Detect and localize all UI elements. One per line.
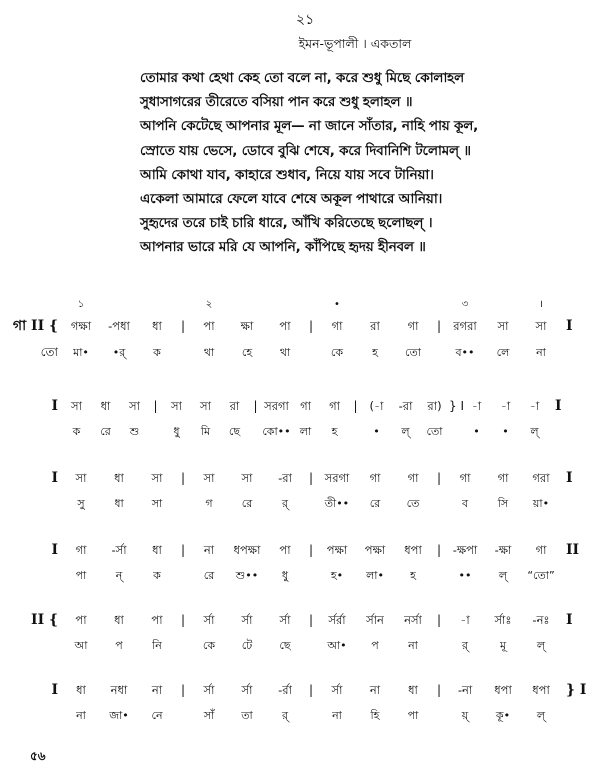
row-suffix: I bbox=[566, 470, 573, 486]
swara-note: গক্ষা bbox=[70, 319, 92, 333]
lyric-syllable: •• bbox=[458, 569, 472, 582]
swara-note: ধপা bbox=[404, 543, 422, 557]
swara-note: -নঃ bbox=[532, 613, 550, 627]
notation-row bbox=[0, 542, 600, 586]
lyric-syllable: • bbox=[373, 425, 380, 438]
swara-note: সা bbox=[71, 399, 82, 413]
swara-note: পা bbox=[203, 319, 215, 333]
beat-mark: • bbox=[334, 299, 340, 310]
swara-note: গা bbox=[75, 543, 87, 557]
beat-mark: । bbox=[539, 299, 543, 310]
lyric-syllable: থা bbox=[203, 346, 215, 359]
poem-line: তোমার কথা হেথা কেহ তো বলে না, করে শুধু মিছে কোলাহল bbox=[140, 70, 464, 86]
lyric-syllable: সাঁ bbox=[203, 709, 215, 722]
swara-note: পা bbox=[75, 613, 87, 627]
lyric-syllable: হ bbox=[372, 346, 378, 359]
swara-note: ধা bbox=[100, 399, 111, 413]
swara-note: পা bbox=[279, 543, 291, 557]
lyric-line bbox=[0, 344, 600, 364]
lyric-syllable: ধু bbox=[173, 425, 180, 438]
lyric-syllable: ক bbox=[153, 569, 161, 582]
swara-note: গা bbox=[497, 471, 509, 485]
lyric-syllable: তে bbox=[406, 497, 420, 510]
bar-divider: | bbox=[308, 683, 314, 697]
bar-divider: | bbox=[308, 613, 314, 627]
notation-row bbox=[0, 470, 600, 514]
lyric-syllable: সি bbox=[497, 497, 509, 510]
swara-note: রা bbox=[229, 399, 240, 413]
bar-divider: | bbox=[308, 319, 314, 333]
swara-note: সা bbox=[535, 319, 547, 333]
poem-line: আপনি কেটেছে আপনার মূল— না জানে সাঁতার, নাহি পায় কূল, bbox=[140, 118, 479, 135]
lyric-syllable: ল্ bbox=[536, 639, 546, 652]
swara-note: পা bbox=[151, 613, 163, 627]
lyric-syllable: পা bbox=[75, 569, 87, 582]
lyric-syllable: ধা bbox=[114, 497, 124, 510]
lyric-line bbox=[0, 423, 600, 442]
poem-line: স্রোতে যায় ভেসে, ডোবে বুঝি শেষে, করে দিবানিশি টলোমল্ ॥ bbox=[140, 142, 471, 159]
swara-note: র্সা bbox=[203, 683, 215, 697]
swara-note: র্সান bbox=[366, 613, 384, 627]
swara-line bbox=[0, 470, 600, 489]
lyric-line bbox=[0, 567, 600, 586]
bar-divider: | bbox=[180, 683, 186, 697]
lyric-syllable: ক bbox=[72, 425, 81, 438]
swara-note: গা bbox=[331, 319, 343, 333]
poem-line: আমি কোথা যাব, কাহারে শুধাব, নিয়ে যায় সবে টানিয়া। bbox=[140, 166, 434, 183]
swara-note: না bbox=[203, 543, 215, 557]
lyric-syllable: তো bbox=[405, 346, 421, 359]
bar-divider: | bbox=[353, 399, 358, 413]
beat-mark: ১ bbox=[77, 299, 85, 310]
lyric-syllable: কে bbox=[330, 346, 344, 359]
swara-note: পা bbox=[279, 319, 291, 333]
lyric-syllable: র্ bbox=[461, 639, 469, 652]
lyric-syllable: জা• bbox=[109, 709, 129, 722]
swara-note: গা bbox=[407, 471, 419, 485]
swara-note: রা bbox=[370, 319, 380, 333]
swara-note: -পধা bbox=[108, 319, 130, 333]
poem-line: সুহৃদের তরে চাই চারি ধারে, আঁখি করিতেছে ছলোছল্ । bbox=[140, 215, 433, 232]
poem-lyrics bbox=[140, 66, 478, 260]
swara-note: ক্ষা bbox=[240, 319, 254, 333]
swara-note: -রা bbox=[278, 471, 292, 485]
row-prefix bbox=[0, 470, 62, 486]
lyric-syllable: লা bbox=[299, 425, 312, 438]
swara-note: গরা bbox=[532, 471, 550, 485]
lyric-syllable: হ bbox=[410, 569, 416, 582]
page-number-top: ২১ bbox=[296, 12, 315, 28]
lyric-syllable: কে bbox=[202, 639, 216, 652]
lyric-syllable: আ• bbox=[327, 639, 347, 652]
lyric-syllable: মি bbox=[200, 425, 211, 438]
lyric-syllable: নে bbox=[151, 709, 163, 722]
swara-line bbox=[0, 612, 600, 631]
bar-divider: | bbox=[253, 399, 258, 413]
lyric-syllable: প bbox=[115, 639, 123, 652]
swara-note: গা bbox=[535, 543, 547, 557]
row-prefix bbox=[0, 542, 62, 558]
lyric-syllable: র্ bbox=[281, 709, 289, 722]
swara-note: গা bbox=[407, 319, 419, 333]
lyric-syllable: তা bbox=[241, 709, 253, 722]
page-number-bottom: ৫৬ bbox=[30, 749, 46, 763]
lyric-syllable: • bbox=[502, 425, 509, 438]
lyric-syllable: ছে bbox=[279, 639, 291, 652]
lyric-syllable: ন্ bbox=[115, 569, 123, 582]
lyric-syllable: সু bbox=[77, 497, 85, 510]
beat-mark: ২ bbox=[205, 299, 213, 310]
swara-note: সা bbox=[171, 399, 182, 413]
lyric-syllable: হ• bbox=[330, 569, 344, 582]
swara-note: র্সা bbox=[241, 683, 253, 697]
swara-note: না bbox=[369, 683, 381, 697]
lyric-syllable: আ bbox=[74, 639, 88, 652]
lyric-syllable: থা bbox=[279, 346, 291, 359]
lyric-syllable: রে bbox=[241, 497, 253, 510]
lyric-syllable: রে bbox=[369, 497, 381, 510]
swara-line bbox=[0, 314, 600, 338]
bar-divider: | bbox=[436, 543, 442, 557]
swara-note: -ক্ষা bbox=[494, 543, 512, 557]
lyric-syllable: ছে bbox=[228, 425, 241, 438]
swara-note: -ক্ষপা bbox=[452, 543, 478, 557]
bar-divider: | bbox=[180, 613, 186, 627]
swara-note: র্সা bbox=[203, 613, 215, 627]
lyric-syllable: লা• bbox=[366, 569, 384, 582]
swara-note: ধা bbox=[152, 543, 162, 557]
lyric-syllable: রে bbox=[100, 425, 111, 438]
swara-note: গা bbox=[300, 399, 311, 413]
swara-line bbox=[0, 682, 600, 701]
lyric-syllable: প bbox=[371, 639, 379, 652]
lyric-line bbox=[0, 637, 600, 656]
swara-note: নর্সা bbox=[404, 613, 422, 627]
notation-row bbox=[0, 612, 600, 656]
swara-note: না bbox=[151, 683, 163, 697]
lyric-syllable: ক bbox=[153, 346, 161, 359]
swara-note: সা bbox=[497, 319, 509, 333]
lyric-line bbox=[0, 707, 600, 726]
lyric-line bbox=[0, 495, 600, 514]
swara-note: ধা bbox=[408, 683, 418, 697]
notation-row bbox=[0, 398, 600, 442]
row-prefix-symbol: I bbox=[51, 470, 58, 486]
bar-divider: | bbox=[153, 399, 158, 413]
row-prefix bbox=[0, 398, 62, 414]
swara-note: পক্ষা bbox=[326, 543, 348, 557]
lyric-syllable: ল্ bbox=[498, 569, 508, 582]
bar-divider: | bbox=[308, 543, 314, 557]
lyric-syllable: য়া• bbox=[532, 497, 550, 510]
swara-note: ধপা bbox=[532, 683, 550, 697]
poem-line: আপনার ভারে মরি যে আপনি, কাঁপিছে হৃদয় হীনবল ॥ bbox=[140, 239, 426, 256]
notation-row bbox=[0, 682, 600, 726]
lyric-syllable: না bbox=[536, 346, 546, 359]
swara-note: ধা bbox=[76, 683, 86, 697]
lyric-syllable: না bbox=[332, 709, 342, 722]
swara-note: রা) bbox=[427, 399, 442, 413]
lyric-syllable: হি bbox=[370, 709, 380, 722]
swara-note: গা bbox=[459, 471, 471, 485]
row-prefix-symbol: I bbox=[51, 398, 58, 414]
row-prefix bbox=[0, 314, 62, 338]
swara-note: সা bbox=[200, 399, 211, 413]
swara-note: পক্ষা bbox=[364, 543, 386, 557]
lyric-syllable: ধু bbox=[281, 569, 289, 582]
bar-divider: | bbox=[436, 471, 442, 485]
lyric-syllable: পা bbox=[407, 709, 419, 722]
bar-divider: | bbox=[436, 683, 442, 697]
lyric-syllable: ব•• bbox=[455, 346, 475, 359]
poem-line: একেলা আমারে ফেলে যাবে শেষে অকূল পাথারে আনিয়া। bbox=[140, 191, 443, 208]
swara-note: সা bbox=[129, 399, 140, 413]
swara-note: সরগা bbox=[324, 471, 350, 485]
bar-divider: | bbox=[436, 319, 442, 333]
row-prefix-symbol: I bbox=[51, 682, 58, 698]
swara-note: গা bbox=[329, 399, 340, 413]
bar-divider: | bbox=[180, 319, 186, 333]
lyric-prefix: তো bbox=[40, 345, 58, 359]
row-prefix bbox=[0, 612, 62, 628]
lyric-syllable: নি bbox=[152, 639, 162, 652]
swara-note: -া bbox=[471, 399, 482, 413]
lyric-syllable: তো bbox=[426, 425, 443, 438]
swara-note: ধা bbox=[114, 613, 124, 627]
swara-note: ধা bbox=[114, 471, 124, 485]
lyric-syllable: লে bbox=[496, 346, 510, 359]
swara-note: র্সা bbox=[331, 683, 343, 697]
swara-note: রগরা bbox=[453, 319, 477, 333]
swara-note: -র্সা bbox=[111, 543, 127, 557]
lyric-syllable: ল্ bbox=[530, 425, 539, 438]
lyric-syllable: র্ bbox=[281, 497, 289, 510]
lyric-syllable: হ bbox=[331, 425, 338, 438]
swara-note: ধপক্ষা bbox=[233, 543, 261, 557]
lyric-syllable: গ bbox=[205, 497, 213, 510]
lyric-syllable: হে bbox=[241, 346, 253, 359]
bar-divider: | bbox=[436, 613, 442, 627]
row-prefix-symbol: I bbox=[51, 542, 58, 558]
song-heading: ইমন-ভূপালী । একতাল bbox=[298, 36, 412, 51]
lyric-syllable: রে bbox=[203, 569, 215, 582]
bar-divider: | bbox=[180, 543, 186, 557]
swara-note: -র্রা bbox=[278, 683, 292, 697]
lyric-syllable: •র্ bbox=[112, 346, 126, 359]
swara-note: -া bbox=[460, 613, 470, 627]
lyric-syllable: মূ bbox=[499, 639, 507, 652]
lyric-syllable: কূ• bbox=[495, 709, 511, 722]
lyric-syllable: ল্ bbox=[401, 425, 410, 438]
swara-note: সরগা bbox=[264, 399, 289, 413]
row-suffix: } I bbox=[566, 682, 587, 698]
lyric-syllable: “তো” bbox=[527, 569, 555, 582]
swara-note: (-া bbox=[369, 399, 384, 413]
lyric-syllable: • bbox=[473, 425, 480, 438]
swara-note: সা bbox=[241, 471, 253, 485]
swara-note: র্সর্রা bbox=[328, 613, 346, 627]
bar-divider: | bbox=[308, 471, 314, 485]
lyric-syllable: কো•• bbox=[262, 425, 291, 438]
swara-line bbox=[0, 398, 600, 417]
swara-note: সা bbox=[75, 471, 87, 485]
swara-note: -রা bbox=[398, 399, 413, 413]
lyric-syllable: সা bbox=[151, 497, 163, 510]
row-suffix: I bbox=[566, 612, 573, 628]
swara-note: র্সা bbox=[241, 613, 253, 627]
swara-note: সা bbox=[203, 471, 215, 485]
beat-mark: ৩ bbox=[461, 299, 469, 310]
lyric-syllable: ব bbox=[461, 497, 469, 510]
lyric-syllable: তী•• bbox=[324, 497, 350, 510]
row-suffix: I bbox=[555, 398, 562, 414]
row-suffix: I bbox=[566, 318, 573, 334]
swara-note: -া bbox=[529, 399, 540, 413]
swara-note: ধপা bbox=[494, 683, 512, 697]
row-prefix-symbol: II { bbox=[31, 612, 58, 628]
lyric-syllable: টে bbox=[241, 639, 253, 652]
swara-note: র্সা bbox=[279, 613, 291, 627]
notation-row bbox=[0, 296, 600, 364]
swara-note: -না bbox=[457, 683, 473, 697]
swara-line bbox=[0, 542, 600, 561]
bar-divider: } I bbox=[449, 399, 464, 413]
swara-note: নধা bbox=[110, 683, 128, 697]
lyric-syllable: মা• bbox=[73, 346, 89, 359]
swara-note: সা bbox=[151, 471, 163, 485]
swara-note: র্সাঃ bbox=[494, 613, 512, 627]
poem-line: সুধাসাগরের তীরেতে বসিয়া পান করে শুধু হলাহল ॥ bbox=[140, 94, 413, 111]
swara-note: -া bbox=[500, 399, 511, 413]
lyric-syllable: শু bbox=[129, 425, 140, 438]
bar-divider: | bbox=[180, 471, 186, 485]
row-prefix-symbol: গা II { bbox=[12, 318, 58, 334]
lyric-syllable: না bbox=[408, 639, 418, 652]
beat-marks bbox=[0, 296, 600, 314]
row-prefix bbox=[0, 682, 62, 698]
swara-note: ধা bbox=[152, 319, 162, 333]
lyric-syllable: য়্ bbox=[461, 709, 469, 722]
row-suffix: II bbox=[566, 542, 580, 558]
lyric-syllable: শু•• bbox=[235, 569, 259, 582]
swara-note: গা bbox=[369, 471, 381, 485]
lyric-syllable: ল্ bbox=[536, 709, 546, 722]
lyric-syllable: না bbox=[76, 709, 86, 722]
